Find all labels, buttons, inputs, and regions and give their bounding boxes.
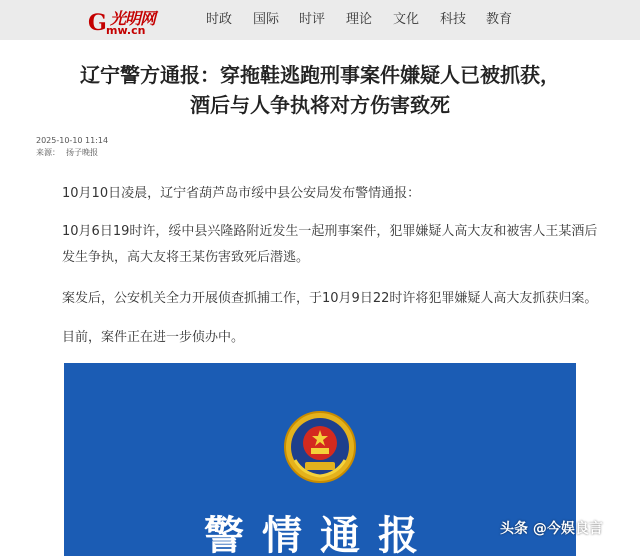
paragraph-incident-line-1: 10月6日19时许，绥中县兴隆路附近发生一起刑事案件，犯罪嫌疑人高大友和被害人王某酒后 [62,224,598,239]
nav-item-culture[interactable]: 文化 [393,12,420,27]
nav-item-theory[interactable]: 理论 [346,12,373,27]
top-navigation-bar [0,0,640,40]
source-label: 来源： [36,148,60,157]
article-date: 2025-10-10 11:14 [36,136,109,145]
article-title [0,60,640,120]
paragraph-intro: 10月10日凌晨，辽宁省葫芦岛市绥中县公安局发布警情通报： [62,186,421,201]
logo-script: 光明网 [110,9,156,28]
paragraph-status: 目前，案件正在进一步侦办中。 [62,330,245,345]
paragraph-incident-line-2: 发生争执，高大友将王某伤害致死后潜逃。 [62,250,310,265]
police-emblem-icon [283,410,357,484]
toutiao-watermark: 头条 @今娱良言 [500,521,603,537]
paragraph-arrest: 案发后，公安机关全力开展侦查抓捕工作，于10月9日22时许将犯罪嫌疑人高大友抓获归案。 [62,291,598,306]
article-title-line-2: 酒后与人争执将对方伤害致死 [190,93,450,117]
article-meta [36,135,108,159]
nav-item-education[interactable]: 教育 [486,12,513,27]
logo-letter: G [88,10,107,36]
logo-domain: mw.cn [106,24,146,37]
article-source-row [36,147,108,159]
nav-item-technology[interactable]: 科技 [440,12,467,27]
site-logo[interactable] [88,6,168,36]
nav-item-commentary[interactable]: 时评 [299,12,326,27]
banner-title: 警情通报 [204,512,436,556]
article-title-line-1: 辽宁警方通报：穿拖鞋逃跑刑事案件嫌疑人已被抓获， [80,63,560,87]
nav-item-international[interactable]: 国际 [253,12,280,27]
article-source[interactable]: 扬子晚报 [66,148,98,157]
nav-item-politics[interactable]: 时政 [206,12,233,27]
